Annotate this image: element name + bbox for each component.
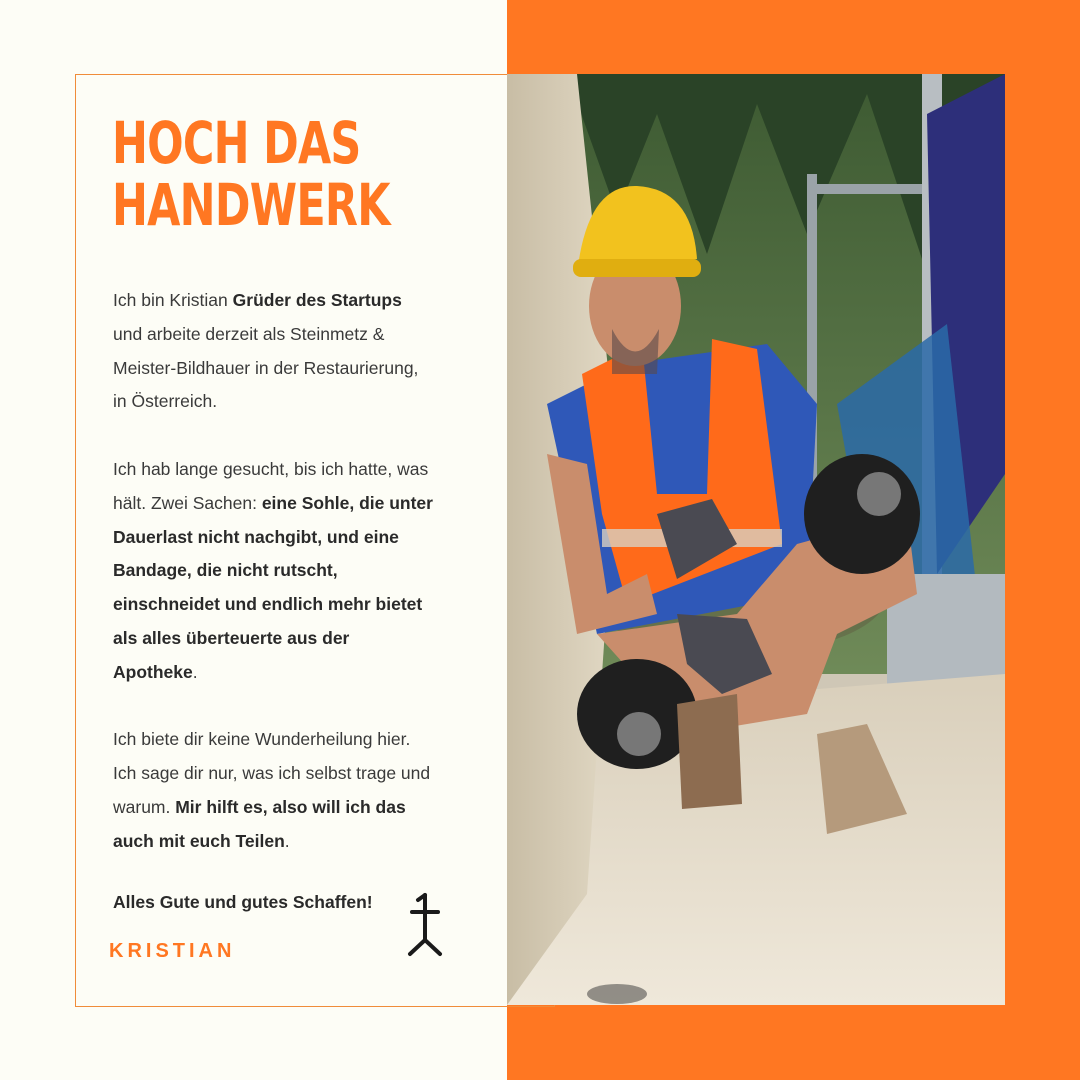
paragraph-text: . bbox=[284, 830, 290, 851]
paragraph-text: und arbeite derzeit als Steinmetz & Meister-Bildhauer in der Restaurierung, in Österreich. bbox=[113, 323, 419, 412]
emphasis-text: eine Sohle, die unter Dauerlast nicht nachgibt, und eine Bandage, die nicht rutscht, einschneidet und endlich mehr bietet als alles überteuerte aus der Apotheke bbox=[113, 492, 433, 682]
signature-name: KRISTIAN bbox=[109, 940, 236, 962]
headline-line-2: HANDWERK bbox=[112, 171, 390, 239]
emphasis-text: Mir hilft es, also will ich das auch mit euch Teilen bbox=[113, 796, 406, 851]
worker-photo bbox=[507, 74, 1005, 1005]
body-paragraph-3 bbox=[113, 723, 433, 858]
paragraph-text: . bbox=[192, 661, 198, 682]
body-paragraph-1 bbox=[113, 284, 433, 419]
closing-line: Alles Gute und gutes Schaffen! bbox=[113, 892, 373, 912]
paragraph-text: Ich hab lange gesucht, bis ich hatte, was hält. Zwei Sachen: bbox=[113, 458, 429, 513]
signature-rune-icon bbox=[404, 892, 450, 963]
paragraph-text: Ich bin Kristian bbox=[113, 290, 233, 310]
emphasis-text: Grüder des Startups bbox=[232, 290, 402, 310]
headline-line-1: HOCH DAS bbox=[112, 109, 361, 177]
body-text bbox=[113, 284, 433, 892]
headline bbox=[112, 109, 393, 239]
paragraph-text: Ich biete dir keine Wunderheilung hier. Ich sage dir nur, was ich selbst trage und warum. bbox=[113, 729, 431, 817]
body-paragraph-2 bbox=[113, 453, 433, 690]
